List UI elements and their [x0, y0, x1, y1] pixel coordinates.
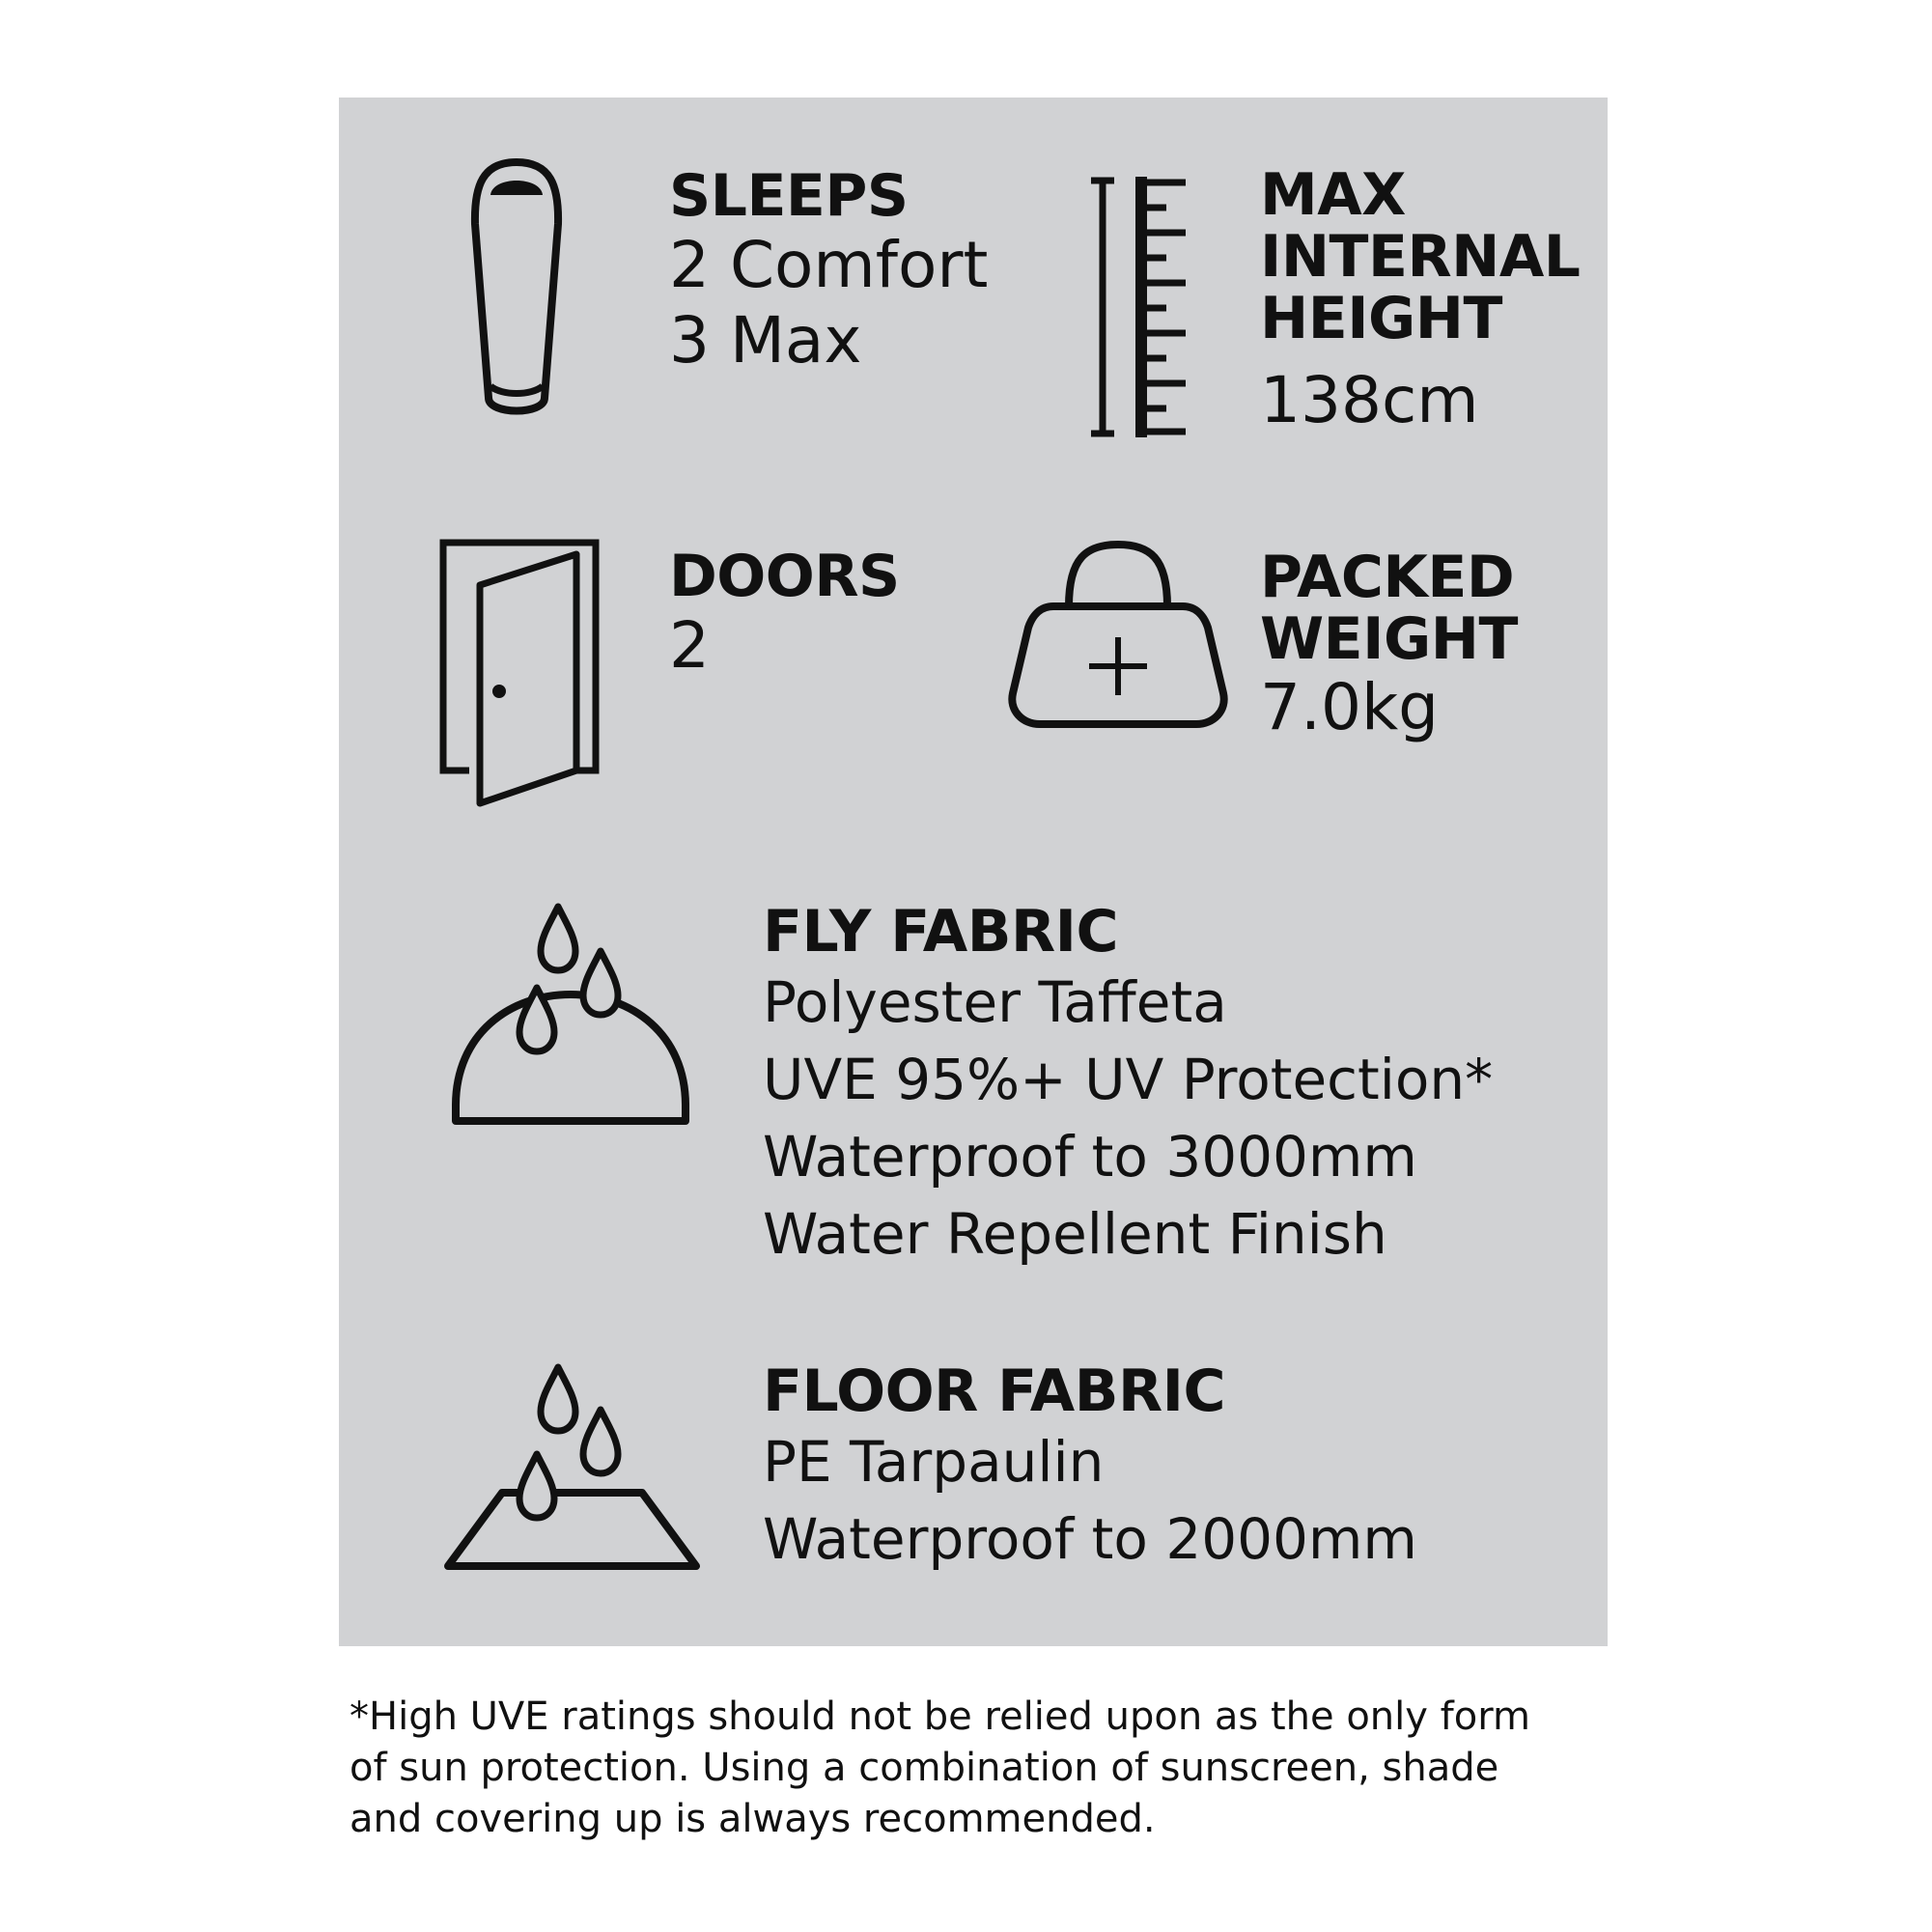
height-ruler-icon: [1089, 177, 1195, 437]
sleeps-spec: [669, 164, 988, 378]
weight-label-line-2: WEIGHT: [1260, 605, 1518, 673]
height-value: 138cm: [1260, 363, 1479, 437]
sleeping-bag-icon: [463, 156, 570, 436]
fly-fabric-value-4: Water Repellent Finish: [763, 1201, 1387, 1267]
sleeps-comfort-value: 2 Comfort: [669, 228, 989, 302]
weight-spec: [1260, 546, 1518, 745]
footnote-line-1: *High UVE ratings should not be relied upon as the only form: [350, 1694, 1530, 1739]
height-label-line-1: MAX: [1260, 161, 1406, 229]
doors-spec: [669, 545, 900, 684]
footnote-line-3: and covering up is always recommended.: [350, 1797, 1156, 1841]
height-label-line-3: HEIGHT: [1260, 285, 1502, 352]
door-icon: [439, 539, 603, 809]
height-label-line-2: INTERNAL: [1260, 223, 1581, 291]
weight-value: 7.0kg: [1260, 670, 1440, 744]
floor-fabric-spec: [763, 1359, 1417, 1578]
floor-fabric-value-1: PE Tarpaulin: [763, 1429, 1105, 1495]
fly-fabric-rain-icon: [450, 903, 691, 1125]
fly-fabric-spec: [763, 900, 1493, 1273]
fly-fabric-label: FLY FABRIC: [763, 898, 1119, 966]
doors-label: DOORS: [669, 543, 900, 610]
footnote-line-2: of sun protection. Using a combination of sunscreen, shade: [350, 1746, 1499, 1790]
sleeps-max-value: 3 Max: [669, 303, 862, 378]
fly-fabric-value-2: UVE 95%+ UV Protection*: [763, 1047, 1494, 1112]
weight-label-line-1: PACKED: [1260, 544, 1515, 611]
floor-fabric-label: FLOOR FABRIC: [763, 1358, 1226, 1425]
weight-bag-icon: [1007, 541, 1229, 729]
uv-disclaimer-footnote: [350, 1692, 1624, 1845]
height-spec: [1260, 161, 1581, 438]
doors-value: 2: [669, 608, 710, 683]
floor-fabric-value-2: Waterproof to 2000mm: [763, 1506, 1417, 1572]
floor-fabric-rain-icon: [444, 1363, 700, 1571]
sleeps-label: SLEEPS: [669, 162, 909, 230]
fly-fabric-value-3: Waterproof to 3000mm: [763, 1124, 1417, 1190]
fly-fabric-value-1: Polyester Taffeta: [763, 969, 1227, 1035]
